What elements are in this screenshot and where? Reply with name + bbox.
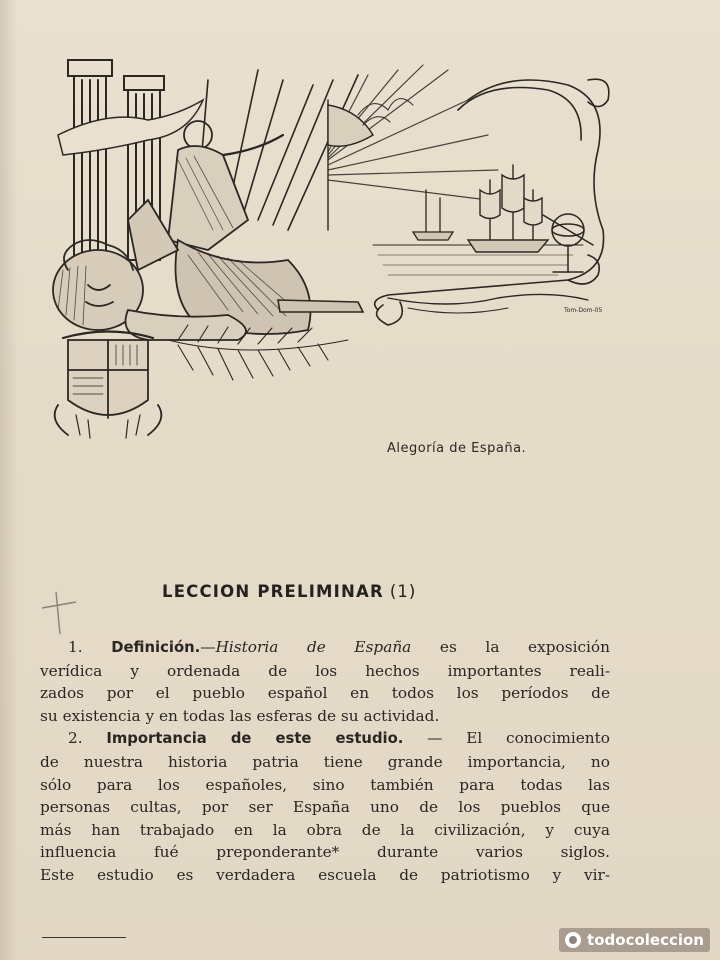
paragraph-2-line-7: Este estudio es verdadera escuela de patriotismo y vir- <box>40 865 610 884</box>
paragraph-2-line-3: sólo para los españoles, sino también para todas las <box>40 775 610 794</box>
coat-of-arms <box>55 332 162 436</box>
paragraph-2-line-2: de nuestra historia patria tiene grande importancia, no <box>40 752 610 771</box>
italic-phrase: Historia de España <box>215 638 412 656</box>
watermark <box>559 928 710 952</box>
lesson-heading <box>162 582 416 601</box>
page-shadow <box>0 0 18 960</box>
footnote-ref: (1) <box>389 582 417 601</box>
paragraph-number: 1. <box>68 638 83 656</box>
illustration-caption: Alegoría de España. <box>387 441 527 456</box>
globe <box>543 214 593 272</box>
paragraph-2-line-6: influencia fué preponderante* durante varios siglos. <box>40 843 610 862</box>
importance-term: Importancia de este estudio. <box>106 730 404 748</box>
todocoleccion-logo-icon <box>565 932 581 948</box>
watermark-text: todocoleccion <box>587 931 704 949</box>
paragraph-2-line-1 <box>40 727 610 751</box>
artist-signature: Tom-Dom-05 <box>564 307 603 314</box>
paragraph-1-line-1 <box>40 636 610 660</box>
paragraph-1-line-2: verídica y ordenada de los hechos importantes reali- <box>40 661 610 680</box>
paragraph-1-line-3: zados por el pueblo español en todos los períodos de <box>40 684 610 703</box>
paragraph-2-line-5: más han trabajado en la obra de la civilización, y cuya <box>40 820 610 839</box>
paragraph-1-line-4: su existencia y en todas las esferas de su actividad. <box>40 706 440 725</box>
lesson-body <box>40 636 610 887</box>
sailing-ship <box>468 165 548 252</box>
pencil-mark <box>36 588 82 638</box>
line-text: — El conocimiento <box>403 729 610 748</box>
em-dash: — <box>200 638 216 656</box>
paragraph-number: 2. <box>68 729 83 748</box>
line-text: es la exposición <box>411 638 610 656</box>
definition-term: Definición. <box>111 639 201 656</box>
lesson-title: LECCION PRELIMINAR <box>162 582 384 601</box>
footnote-rule <box>42 937 126 938</box>
paragraph-2-line-4: personas cultas, por ser España uno de los pueblos que <box>40 798 610 817</box>
allegory-engraving <box>28 40 618 440</box>
